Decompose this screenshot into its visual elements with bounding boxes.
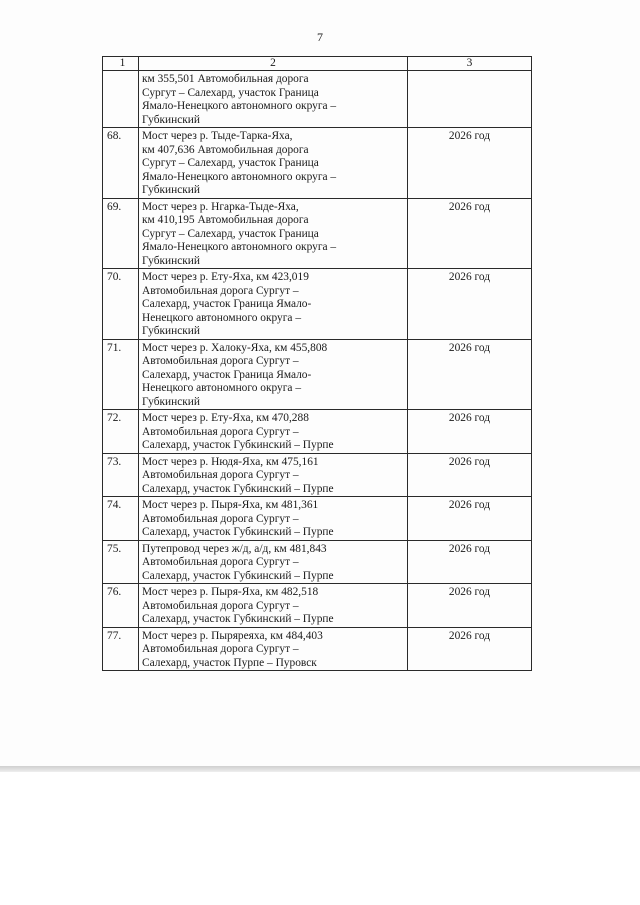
table-header-row	[103, 57, 532, 71]
table-row	[103, 269, 532, 340]
row-description-cell: Мост через р. Нгарка-Тыде-Яха, км 410,195 Автомобильная дорога Сургут – Салехард, участок Граница Ямало-Ненецкого автономного округа – Губкинский	[139, 198, 408, 269]
row-year-cell: 2026 год	[408, 198, 532, 269]
row-year-cell: 2026 год	[408, 410, 532, 454]
page-number: 7	[317, 30, 323, 44]
table-row	[103, 71, 532, 128]
table-row	[103, 198, 532, 269]
row-description-cell: Мост через р. Ету-Яха, км 423,019 Автомобильная дорога Сургут – Салехард, участок Граница Ямало- Ненецкого автономного округа – Губкинский	[139, 269, 408, 340]
row-description-cell: Путепровод через ж/д, а/д, км 481,843 Автомобильная дорога Сургут – Салехард, участок Губкинский – Пурпе	[139, 540, 408, 584]
row-description-cell: Мост через р. Пыряреяха, км 484,403 Автомобильная дорога Сургут – Салехард, участок Пурпе – Пуровск	[139, 627, 408, 671]
table-row	[103, 128, 532, 199]
row-year-cell: 2026 год	[408, 584, 532, 628]
header-col-1: 1	[103, 57, 139, 71]
table-row	[103, 627, 532, 671]
row-number-cell: 73.	[103, 453, 139, 497]
table-row	[103, 339, 532, 410]
row-year-cell: 2026 год	[408, 453, 532, 497]
row-number-cell: 77.	[103, 627, 139, 671]
row-year-cell: 2026 год	[408, 497, 532, 541]
row-description-cell: Мост через р. Нюдя-Яха, км 475,161 Автомобильная дорога Сургут – Салехард, участок Губкинский – Пурпе	[139, 453, 408, 497]
bridges-table	[102, 56, 532, 671]
row-number-cell: 71.	[103, 339, 139, 410]
row-number-cell: 74.	[103, 497, 139, 541]
row-year-cell: 2026 год	[408, 339, 532, 410]
header-col-3: 3	[408, 57, 532, 71]
row-description-cell: Мост через р. Ету-Яха, км 470,288 Автомобильная дорога Сургут – Салехард, участок Губкинский – Пурпе	[139, 410, 408, 454]
row-description-cell: Мост через р. Халоку-Яха, км 455,808 Автомобильная дорога Сургут – Салехард, участок Граница Ямало- Ненецкого автономного округа – Губкинский	[139, 339, 408, 410]
row-year-cell	[408, 71, 532, 128]
row-number-cell: 72.	[103, 410, 139, 454]
table-row	[103, 540, 532, 584]
row-number-cell: 69.	[103, 198, 139, 269]
row-number-cell: 70.	[103, 269, 139, 340]
row-year-cell: 2026 год	[408, 128, 532, 199]
page-bottom-edge	[0, 766, 640, 772]
row-number-cell: 68.	[103, 128, 139, 199]
table-row	[103, 410, 532, 454]
row-number-cell: 76.	[103, 584, 139, 628]
table-row	[103, 453, 532, 497]
row-description-cell: Мост через р. Тыде-Тарка-Яха, км 407,636 Автомобильная дорога Сургут – Салехард, участок Граница Ямало-Ненецкого автономного округа – Губкинский	[139, 128, 408, 199]
row-description-cell: Мост через р. Пыря-Яха, км 481,361 Автомобильная дорога Сургут – Салехард, участок Губкинский – Пурпе	[139, 497, 408, 541]
table-row	[103, 584, 532, 628]
row-description-cell: км 355,501 Автомобильная дорога Сургут – Салехард, участок Граница Ямало-Ненецкого автономного округа – Губкинский	[139, 71, 408, 128]
row-year-cell: 2026 год	[408, 269, 532, 340]
table-row	[103, 497, 532, 541]
row-number-cell: 75.	[103, 540, 139, 584]
row-number-cell	[103, 71, 139, 128]
row-year-cell: 2026 год	[408, 540, 532, 584]
header-col-2: 2	[139, 57, 408, 71]
row-description-cell: Мост через р. Пыря-Яха, км 482,518 Автомобильная дорога Сургут – Салехард, участок Губкинский – Пурпе	[139, 584, 408, 628]
row-year-cell: 2026 год	[408, 627, 532, 671]
